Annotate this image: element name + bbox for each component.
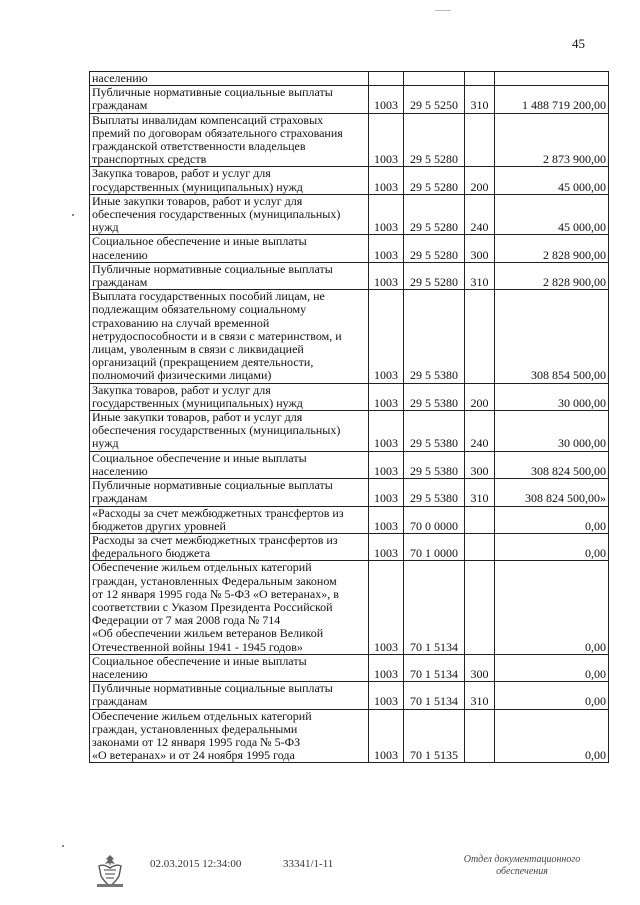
row-name-cell: Публичные нормативные социальные выплаты гражданам	[90, 682, 369, 709]
row-section-cell: 1003	[369, 262, 404, 289]
row-type-cell: 200	[465, 167, 495, 194]
row-sum-cell: 30 000,00	[495, 383, 609, 410]
footer-department-stamp	[452, 854, 592, 878]
row-type-cell: 310	[465, 86, 495, 113]
table-row	[90, 451, 609, 478]
row-section-cell: 1003	[369, 682, 404, 709]
row-name-cell: Обеспечение жильем отдельных категорий граждан, установленных Федеральным законом от 12 января 1995 года № 5-ФЗ «О ветеранах», в соответствии с Указом Президента Российской Федерации от 7 мая 2008 года № 714 «Об обеспечении жильем ветеранов Великой Отечественной войны 1941 - 1945 годов»	[90, 561, 369, 654]
table-row	[90, 113, 609, 167]
table-row	[90, 290, 609, 383]
row-section-cell: 1003	[369, 86, 404, 113]
scan-speck	[62, 845, 64, 847]
footer-datetime: 02.03.2015 12:34:00	[150, 858, 242, 870]
row-article-cell: 29 5 5380	[404, 411, 465, 452]
row-name-cell: Обеспечение жильем отдельных категорий граждан, установленных федеральными законами от 12 января 1995 года № 5-ФЗ «О ветеранах» и от 24 ноября 1995 года	[90, 709, 369, 763]
row-section-cell: 1003	[369, 235, 404, 262]
table-row	[90, 167, 609, 194]
row-article-cell: 70 1 5134	[404, 561, 465, 654]
row-sum-cell: 0,00	[495, 561, 609, 654]
row-article-cell: 29 5 5380	[404, 479, 465, 506]
row-type-cell: 310	[465, 682, 495, 709]
row-sum-cell: 308 824 500,00	[495, 451, 609, 478]
table-row	[90, 506, 609, 533]
row-sum-cell: 45 000,00	[495, 167, 609, 194]
row-name-cell: Закупка товаров, работ и услуг для государственных (муниципальных) нужд	[90, 383, 369, 410]
budget-table	[89, 71, 609, 763]
row-article-cell: 70 1 5135	[404, 709, 465, 763]
row-article-cell: 70 0 0000	[404, 506, 465, 533]
table-row	[90, 194, 609, 235]
footer-department-line1: Отдел документационного	[463, 854, 581, 865]
row-section-cell: 1003	[369, 194, 404, 235]
row-sum-cell: 30 000,00	[495, 411, 609, 452]
row-article-cell: 29 5 5280	[404, 194, 465, 235]
row-type-cell: 300	[465, 235, 495, 262]
row-type-cell	[465, 113, 495, 167]
row-type-cell: 300	[465, 451, 495, 478]
row-type-cell: 200	[465, 383, 495, 410]
row-name-cell: Выплаты инвалидам компенсаций страховых премий по договорам обязательного страхования гражданской ответственности владельцев транспортных средств	[90, 113, 369, 167]
row-article-cell: 29 5 5380	[404, 451, 465, 478]
footer-document-code: 33341/1-11	[283, 858, 334, 870]
row-name-cell: «Расходы за счет межбюджетных трансфертов из бюджетов других уровней	[90, 506, 369, 533]
row-type-cell	[465, 709, 495, 763]
row-article-cell: 29 5 5250	[404, 86, 465, 113]
row-section-cell: 1003	[369, 411, 404, 452]
row-type-cell: 240	[465, 411, 495, 452]
row-article-cell	[404, 72, 465, 86]
row-type-cell	[465, 506, 495, 533]
row-sum-cell: 308 854 500,00	[495, 290, 609, 383]
row-type-cell: 310	[465, 262, 495, 289]
row-article-cell: 29 5 5280	[404, 113, 465, 167]
budget-table-container	[89, 71, 608, 763]
row-sum-cell: 0,00	[495, 682, 609, 709]
row-section-cell: 1003	[369, 113, 404, 167]
row-section-cell: 1003	[369, 709, 404, 763]
table-row	[90, 411, 609, 452]
row-sum-cell: 45 000,00	[495, 194, 609, 235]
table-row	[90, 235, 609, 262]
footer-department-line2: обеспечения	[496, 866, 548, 877]
row-article-cell: 29 5 5380	[404, 383, 465, 410]
row-name-cell: Публичные нормативные социальные выплаты гражданам	[90, 479, 369, 506]
table-row	[90, 709, 609, 763]
row-section-cell: 1003	[369, 506, 404, 533]
row-article-cell: 29 5 5280	[404, 167, 465, 194]
row-type-cell	[465, 561, 495, 654]
row-sum-cell: 0,00	[495, 654, 609, 681]
row-type-cell	[465, 290, 495, 383]
row-article-cell: 70 1 5134	[404, 682, 465, 709]
coat-of-arms-icon	[95, 854, 125, 888]
row-section-cell	[369, 72, 404, 86]
row-name-cell: Иные закупки товаров, работ и услуг для обеспечения государственных (муниципальных) нужд	[90, 194, 369, 235]
scan-speck	[72, 214, 74, 216]
row-section-cell: 1003	[369, 561, 404, 654]
row-sum-cell: 1 488 719 200,00	[495, 86, 609, 113]
row-type-cell: 240	[465, 194, 495, 235]
row-name-cell: Социальное обеспечение и иные выплаты населению	[90, 235, 369, 262]
row-sum-cell: 0,00	[495, 506, 609, 533]
table-row	[90, 533, 609, 560]
row-name-cell: Иные закупки товаров, работ и услуг для обеспечения государственных (муниципальных) нужд	[90, 411, 369, 452]
row-type-cell: 300	[465, 654, 495, 681]
table-row	[90, 86, 609, 113]
row-name-cell: Социальное обеспечение и иные выплаты населению	[90, 654, 369, 681]
row-section-cell: 1003	[369, 533, 404, 560]
row-type-cell	[465, 72, 495, 86]
row-article-cell: 29 5 5380	[404, 290, 465, 383]
row-name-cell: населению	[90, 72, 369, 86]
page-number: 45	[572, 36, 585, 51]
budget-table-body	[90, 72, 609, 763]
row-sum-cell: 0,00	[495, 533, 609, 560]
row-name-cell: Закупка товаров, работ и услуг для государственных (муниципальных) нужд	[90, 167, 369, 194]
table-row	[90, 72, 609, 86]
table-row	[90, 682, 609, 709]
row-name-cell: Публичные нормативные социальные выплаты гражданам	[90, 262, 369, 289]
row-section-cell: 1003	[369, 167, 404, 194]
row-name-cell: Публичные нормативные социальные выплаты гражданам	[90, 86, 369, 113]
row-section-cell: 1003	[369, 479, 404, 506]
scan-speck	[435, 10, 451, 11]
row-section-cell: 1003	[369, 383, 404, 410]
row-sum-cell	[495, 72, 609, 86]
row-sum-cell: 2 873 900,00	[495, 113, 609, 167]
row-section-cell: 1003	[369, 290, 404, 383]
table-row	[90, 561, 609, 654]
row-article-cell: 70 1 5134	[404, 654, 465, 681]
page-footer	[0, 854, 640, 894]
table-row	[90, 383, 609, 410]
row-section-cell: 1003	[369, 654, 404, 681]
row-type-cell: 310	[465, 479, 495, 506]
row-article-cell: 29 5 5280	[404, 235, 465, 262]
row-sum-cell: 0,00	[495, 709, 609, 763]
row-name-cell: Социальное обеспечение и иные выплаты населению	[90, 451, 369, 478]
row-type-cell	[465, 533, 495, 560]
table-row	[90, 654, 609, 681]
table-row	[90, 479, 609, 506]
row-name-cell: Расходы за счет межбюджетных трансфертов из федерального бюджета	[90, 533, 369, 560]
row-sum-cell: 2 828 900,00	[495, 262, 609, 289]
row-article-cell: 29 5 5280	[404, 262, 465, 289]
row-name-cell: Выплата государственных пособий лицам, не подлежащим обязательному социальному страхованию на случай временной нетрудоспособности и в связи с материнством, и лицам, уволенным в связи с ликвидацией организаций (прекращением деятельности, полномочий физическими лицами)	[90, 290, 369, 383]
row-sum-cell: 308 824 500,00»	[495, 479, 609, 506]
row-section-cell: 1003	[369, 451, 404, 478]
row-article-cell: 70 1 0000	[404, 533, 465, 560]
table-row	[90, 262, 609, 289]
row-sum-cell: 2 828 900,00	[495, 235, 609, 262]
